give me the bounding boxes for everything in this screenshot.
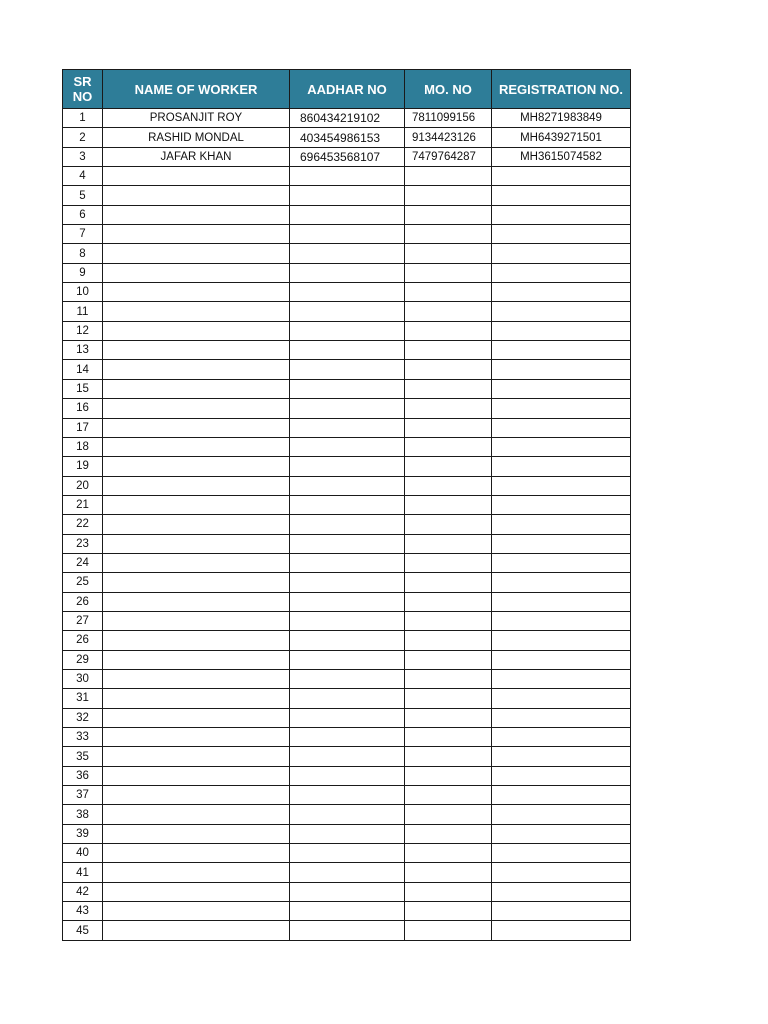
table-row bbox=[63, 515, 631, 534]
cell-registration-no bbox=[492, 341, 631, 360]
table-row bbox=[63, 573, 631, 592]
table-body bbox=[63, 109, 631, 941]
cell-sr-no: 13 bbox=[63, 341, 103, 360]
table-row bbox=[63, 379, 631, 398]
cell-mobile-no bbox=[405, 437, 492, 456]
table-row bbox=[63, 728, 631, 747]
cell-mobile-no: 9134423126 bbox=[405, 128, 492, 147]
cell-mobile-no bbox=[405, 167, 492, 186]
cell-worker-name bbox=[103, 244, 290, 263]
cell-registration-no bbox=[492, 766, 631, 785]
cell-mobile-no bbox=[405, 553, 492, 572]
cell-sr-no: 10 bbox=[63, 283, 103, 302]
cell-aadhar-no bbox=[290, 302, 405, 321]
cell-sr-no: 17 bbox=[63, 418, 103, 437]
cell-registration-no bbox=[492, 399, 631, 418]
cell-sr-no: 27 bbox=[63, 611, 103, 630]
cell-worker-name bbox=[103, 457, 290, 476]
cell-mobile-no bbox=[405, 708, 492, 727]
cell-aadhar-no bbox=[290, 360, 405, 379]
cell-registration-no bbox=[492, 167, 631, 186]
cell-sr-no: 19 bbox=[63, 457, 103, 476]
cell-mobile-no bbox=[405, 283, 492, 302]
cell-worker-name bbox=[103, 283, 290, 302]
header-aadhar-no: AADHAR NO bbox=[290, 70, 405, 109]
cell-aadhar-no bbox=[290, 786, 405, 805]
cell-mobile-no bbox=[405, 225, 492, 244]
cell-sr-no: 9 bbox=[63, 263, 103, 282]
cell-sr-no: 16 bbox=[63, 399, 103, 418]
cell-worker-name bbox=[103, 263, 290, 282]
table-row bbox=[63, 669, 631, 688]
cell-registration-no bbox=[492, 515, 631, 534]
cell-registration-no bbox=[492, 225, 631, 244]
cell-worker-name bbox=[103, 882, 290, 901]
cell-worker-name bbox=[103, 805, 290, 824]
cell-sr-no: 26 bbox=[63, 592, 103, 611]
header-mobile-no: MO. NO bbox=[405, 70, 492, 109]
cell-worker-name bbox=[103, 205, 290, 224]
table-header bbox=[63, 70, 631, 109]
cell-registration-no bbox=[492, 728, 631, 747]
cell-mobile-no bbox=[405, 824, 492, 843]
table-row bbox=[63, 689, 631, 708]
cell-sr-no: 22 bbox=[63, 515, 103, 534]
cell-registration-no bbox=[492, 882, 631, 901]
table-row bbox=[63, 283, 631, 302]
cell-aadhar-no bbox=[290, 225, 405, 244]
cell-sr-no: 39 bbox=[63, 824, 103, 843]
cell-worker-name bbox=[103, 728, 290, 747]
cell-aadhar-no bbox=[290, 728, 405, 747]
cell-mobile-no bbox=[405, 418, 492, 437]
cell-aadhar-no bbox=[290, 592, 405, 611]
cell-aadhar-no bbox=[290, 167, 405, 186]
cell-sr-no: 26 bbox=[63, 631, 103, 650]
cell-worker-name bbox=[103, 844, 290, 863]
cell-sr-no: 45 bbox=[63, 921, 103, 940]
cell-mobile-no: 7479764287 bbox=[405, 147, 492, 166]
cell-registration-no bbox=[492, 437, 631, 456]
cell-aadhar-no bbox=[290, 321, 405, 340]
cell-aadhar-no bbox=[290, 186, 405, 205]
cell-worker-name bbox=[103, 534, 290, 553]
cell-sr-no: 24 bbox=[63, 553, 103, 572]
worker-registration-table bbox=[62, 69, 631, 941]
cell-registration-no bbox=[492, 611, 631, 630]
cell-aadhar-no bbox=[290, 553, 405, 572]
cell-aadhar-no bbox=[290, 844, 405, 863]
cell-registration-no bbox=[492, 921, 631, 940]
cell-registration-no bbox=[492, 495, 631, 514]
cell-registration-no bbox=[492, 205, 631, 224]
cell-aadhar-no bbox=[290, 418, 405, 437]
cell-mobile-no bbox=[405, 321, 492, 340]
cell-mobile-no bbox=[405, 650, 492, 669]
cell-worker-name bbox=[103, 786, 290, 805]
cell-mobile-no bbox=[405, 573, 492, 592]
cell-mobile-no bbox=[405, 302, 492, 321]
cell-mobile-no: 7811099156 bbox=[405, 109, 492, 128]
cell-registration-no bbox=[492, 534, 631, 553]
table-row bbox=[63, 360, 631, 379]
cell-registration-no bbox=[492, 379, 631, 398]
cell-mobile-no bbox=[405, 766, 492, 785]
cell-mobile-no bbox=[405, 689, 492, 708]
cell-aadhar-no bbox=[290, 495, 405, 514]
cell-sr-no: 32 bbox=[63, 708, 103, 727]
cell-registration-no bbox=[492, 650, 631, 669]
cell-sr-no: 31 bbox=[63, 689, 103, 708]
cell-sr-no: 21 bbox=[63, 495, 103, 514]
table-row bbox=[63, 244, 631, 263]
cell-aadhar-no bbox=[290, 476, 405, 495]
cell-registration-no bbox=[492, 360, 631, 379]
table-row bbox=[63, 167, 631, 186]
cell-aadhar-no bbox=[290, 205, 405, 224]
table-row bbox=[63, 205, 631, 224]
cell-mobile-no bbox=[405, 341, 492, 360]
cell-worker-name bbox=[103, 863, 290, 882]
table-row bbox=[63, 592, 631, 611]
cell-registration-no bbox=[492, 689, 631, 708]
cell-mobile-no bbox=[405, 669, 492, 688]
cell-worker-name bbox=[103, 669, 290, 688]
cell-aadhar-no bbox=[290, 437, 405, 456]
cell-sr-no: 36 bbox=[63, 766, 103, 785]
table-row bbox=[63, 147, 631, 166]
cell-aadhar-no bbox=[290, 689, 405, 708]
cell-registration-no bbox=[492, 669, 631, 688]
cell-registration-no bbox=[492, 747, 631, 766]
cell-worker-name bbox=[103, 225, 290, 244]
cell-worker-name bbox=[103, 399, 290, 418]
cell-registration-no bbox=[492, 283, 631, 302]
table-row bbox=[63, 902, 631, 921]
cell-mobile-no bbox=[405, 360, 492, 379]
cell-worker-name bbox=[103, 186, 290, 205]
cell-mobile-no bbox=[405, 592, 492, 611]
cell-sr-no: 3 bbox=[63, 147, 103, 166]
table-row bbox=[63, 766, 631, 785]
cell-worker-name: RASHID MONDAL bbox=[103, 128, 290, 147]
cell-worker-name bbox=[103, 824, 290, 843]
cell-mobile-no bbox=[405, 747, 492, 766]
cell-aadhar-no bbox=[290, 534, 405, 553]
cell-mobile-no bbox=[405, 263, 492, 282]
cell-mobile-no bbox=[405, 534, 492, 553]
table-row bbox=[63, 399, 631, 418]
table-row bbox=[63, 341, 631, 360]
cell-worker-name: JAFAR KHAN bbox=[103, 147, 290, 166]
cell-aadhar-no bbox=[290, 611, 405, 630]
cell-worker-name bbox=[103, 495, 290, 514]
cell-registration-no bbox=[492, 863, 631, 882]
cell-registration-no bbox=[492, 824, 631, 843]
cell-aadhar-no bbox=[290, 747, 405, 766]
cell-sr-no: 6 bbox=[63, 205, 103, 224]
cell-aadhar-no bbox=[290, 457, 405, 476]
cell-worker-name bbox=[103, 418, 290, 437]
cell-worker-name bbox=[103, 553, 290, 572]
table-row bbox=[63, 786, 631, 805]
cell-sr-no: 18 bbox=[63, 437, 103, 456]
cell-mobile-no bbox=[405, 863, 492, 882]
cell-mobile-no bbox=[405, 902, 492, 921]
cell-sr-no: 20 bbox=[63, 476, 103, 495]
cell-registration-no bbox=[492, 902, 631, 921]
cell-aadhar-no: 403454986153 bbox=[290, 128, 405, 147]
cell-sr-no: 38 bbox=[63, 805, 103, 824]
cell-worker-name bbox=[103, 341, 290, 360]
table-row bbox=[63, 824, 631, 843]
cell-sr-no: 37 bbox=[63, 786, 103, 805]
cell-registration-no: MH8271983849 bbox=[492, 109, 631, 128]
cell-worker-name bbox=[103, 515, 290, 534]
cell-mobile-no bbox=[405, 921, 492, 940]
cell-registration-no bbox=[492, 418, 631, 437]
cell-worker-name bbox=[103, 631, 290, 650]
cell-worker-name bbox=[103, 592, 290, 611]
cell-worker-name bbox=[103, 902, 290, 921]
cell-sr-no: 29 bbox=[63, 650, 103, 669]
cell-worker-name: PROSANJIT ROY bbox=[103, 109, 290, 128]
cell-worker-name bbox=[103, 437, 290, 456]
cell-mobile-no bbox=[405, 379, 492, 398]
cell-sr-no: 25 bbox=[63, 573, 103, 592]
cell-aadhar-no bbox=[290, 863, 405, 882]
cell-sr-no: 12 bbox=[63, 321, 103, 340]
cell-registration-no: MH3615074582 bbox=[492, 147, 631, 166]
cell-sr-no: 8 bbox=[63, 244, 103, 263]
cell-worker-name bbox=[103, 921, 290, 940]
cell-aadhar-no bbox=[290, 902, 405, 921]
table-row bbox=[63, 495, 631, 514]
cell-mobile-no bbox=[405, 805, 492, 824]
cell-registration-no bbox=[492, 844, 631, 863]
cell-registration-no bbox=[492, 631, 631, 650]
table-row bbox=[63, 882, 631, 901]
table-row bbox=[63, 476, 631, 495]
cell-registration-no bbox=[492, 321, 631, 340]
cell-sr-no: 1 bbox=[63, 109, 103, 128]
cell-worker-name bbox=[103, 650, 290, 669]
table-row bbox=[63, 321, 631, 340]
cell-worker-name bbox=[103, 476, 290, 495]
cell-worker-name bbox=[103, 379, 290, 398]
cell-worker-name bbox=[103, 708, 290, 727]
cell-aadhar-no bbox=[290, 631, 405, 650]
cell-aadhar-no bbox=[290, 341, 405, 360]
cell-sr-no: 43 bbox=[63, 902, 103, 921]
cell-sr-no: 4 bbox=[63, 167, 103, 186]
cell-registration-no bbox=[492, 263, 631, 282]
cell-mobile-no bbox=[405, 844, 492, 863]
cell-aadhar-no bbox=[290, 379, 405, 398]
table-row bbox=[63, 708, 631, 727]
table-row bbox=[63, 128, 631, 147]
cell-aadhar-no bbox=[290, 263, 405, 282]
cell-registration-no bbox=[492, 302, 631, 321]
cell-aadhar-no bbox=[290, 805, 405, 824]
cell-aadhar-no: 860434219102 bbox=[290, 109, 405, 128]
cell-mobile-no bbox=[405, 882, 492, 901]
cell-registration-no bbox=[492, 708, 631, 727]
cell-sr-no: 2 bbox=[63, 128, 103, 147]
cell-registration-no bbox=[492, 186, 631, 205]
cell-aadhar-no bbox=[290, 650, 405, 669]
table-row bbox=[63, 863, 631, 882]
cell-sr-no: 41 bbox=[63, 863, 103, 882]
cell-mobile-no bbox=[405, 244, 492, 263]
table-row bbox=[63, 534, 631, 553]
cell-aadhar-no: 696453568107 bbox=[290, 147, 405, 166]
cell-worker-name bbox=[103, 360, 290, 379]
cell-sr-no: 30 bbox=[63, 669, 103, 688]
cell-registration-no bbox=[492, 805, 631, 824]
header-registration-no: REGISTRATION NO. bbox=[492, 70, 631, 109]
cell-registration-no bbox=[492, 244, 631, 263]
cell-registration-no bbox=[492, 592, 631, 611]
cell-aadhar-no bbox=[290, 573, 405, 592]
cell-registration-no bbox=[492, 476, 631, 495]
cell-mobile-no bbox=[405, 205, 492, 224]
table-row bbox=[63, 650, 631, 669]
cell-sr-no: 40 bbox=[63, 844, 103, 863]
table-row bbox=[63, 302, 631, 321]
cell-aadhar-no bbox=[290, 921, 405, 940]
header-sr-no: SR NO bbox=[63, 70, 103, 109]
cell-aadhar-no bbox=[290, 708, 405, 727]
cell-aadhar-no bbox=[290, 669, 405, 688]
cell-worker-name bbox=[103, 573, 290, 592]
cell-sr-no: 42 bbox=[63, 882, 103, 901]
cell-worker-name bbox=[103, 167, 290, 186]
cell-mobile-no bbox=[405, 728, 492, 747]
cell-sr-no: 33 bbox=[63, 728, 103, 747]
cell-aadhar-no bbox=[290, 882, 405, 901]
cell-worker-name bbox=[103, 689, 290, 708]
cell-worker-name bbox=[103, 302, 290, 321]
cell-sr-no: 35 bbox=[63, 747, 103, 766]
cell-registration-no bbox=[492, 786, 631, 805]
cell-mobile-no bbox=[405, 495, 492, 514]
cell-sr-no: 15 bbox=[63, 379, 103, 398]
table-row bbox=[63, 747, 631, 766]
cell-mobile-no bbox=[405, 631, 492, 650]
cell-registration-no: MH6439271501 bbox=[492, 128, 631, 147]
cell-sr-no: 5 bbox=[63, 186, 103, 205]
header-row bbox=[63, 70, 631, 109]
table-row bbox=[63, 225, 631, 244]
header-name-of-worker: NAME OF WORKER bbox=[103, 70, 290, 109]
table-row bbox=[63, 844, 631, 863]
table-row bbox=[63, 186, 631, 205]
cell-mobile-no bbox=[405, 515, 492, 534]
cell-worker-name bbox=[103, 611, 290, 630]
cell-aadhar-no bbox=[290, 515, 405, 534]
cell-mobile-no bbox=[405, 611, 492, 630]
cell-mobile-no bbox=[405, 186, 492, 205]
table-row bbox=[63, 457, 631, 476]
cell-mobile-no bbox=[405, 476, 492, 495]
cell-mobile-no bbox=[405, 786, 492, 805]
cell-mobile-no bbox=[405, 457, 492, 476]
table-row bbox=[63, 418, 631, 437]
cell-aadhar-no bbox=[290, 244, 405, 263]
table-row bbox=[63, 553, 631, 572]
cell-aadhar-no bbox=[290, 399, 405, 418]
table-row bbox=[63, 921, 631, 940]
cell-sr-no: 23 bbox=[63, 534, 103, 553]
cell-worker-name bbox=[103, 766, 290, 785]
table-row bbox=[63, 263, 631, 282]
table-row bbox=[63, 109, 631, 128]
table-row bbox=[63, 631, 631, 650]
cell-worker-name bbox=[103, 747, 290, 766]
cell-aadhar-no bbox=[290, 283, 405, 302]
cell-aadhar-no bbox=[290, 824, 405, 843]
table-row bbox=[63, 611, 631, 630]
cell-sr-no: 11 bbox=[63, 302, 103, 321]
cell-registration-no bbox=[492, 553, 631, 572]
cell-worker-name bbox=[103, 321, 290, 340]
cell-sr-no: 14 bbox=[63, 360, 103, 379]
cell-mobile-no bbox=[405, 399, 492, 418]
table-row bbox=[63, 437, 631, 456]
cell-aadhar-no bbox=[290, 766, 405, 785]
cell-registration-no bbox=[492, 573, 631, 592]
cell-sr-no: 7 bbox=[63, 225, 103, 244]
table-row bbox=[63, 805, 631, 824]
cell-registration-no bbox=[492, 457, 631, 476]
